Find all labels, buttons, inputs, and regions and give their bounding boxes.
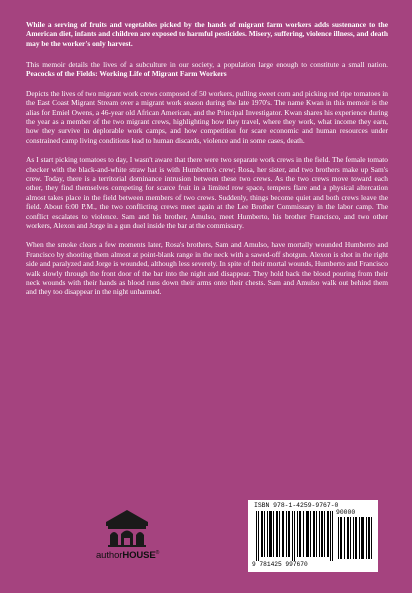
house-logo-icon	[100, 508, 154, 548]
tomatoes-paragraph: As I start picking tomatoes to day, I wasn't aware that there were two separate work crews in the field. The female tomato checker with the black-and-white straw hat is with Humberto's crew; Rosa, her sister, and two brothers make up Sam's crew. Today, there is a territorial dominance intrusion between these two crews. As the two crews move toward each other, they find themselves competing for scarce fruit in a limited row space, tempers flare and a physical altercation almost takes place in the field between members of two crews. Suddenly, things become quiet and both crews leave the field. About 6:00 P.M., the two conflicting crews meet again at the Lee Brother Commissary in the labor camp. The conflict escalates to violence. Sam and his brother, Amulso, meet Humberto, his brother Francisco, and two other workers, Alexon and Jorge in a gun duel inside the bar at the commissary.	[26, 155, 388, 230]
depicts-paragraph: Depicts the lives of two migrant work crews composed of 50 workers, pulling sweet corn and picking red ripe tomatoes in the East Coast Migrant Stream over a migrant work season during the late 1970's. The name Kwan in this memoir is the alias for Emiel Owens, a 46-year old African American, and the Principal Investigator. Kwan shares his experience during the year as a member of the two migrant crews, highlighting how they travel, where they work, what income they earn, how they survive in deplorable work camps, and how competition for scare economic and human resources under constrained camp living conditions lead to human discards, violence and in some cases, death.	[26, 88, 388, 145]
smoke-paragraph: When the smoke clears a few moments later, Rosa's brothers, Sam and Amulso, have mortally wounded Humberto and Francisco by shooting them almost at point-blank range in the neck with a sawed-off shotgun. Alexon is shot in the right side and paralyzed and Jorge is wounded, although less severely. In spite of their mortal wounds, Humberto and Francisco walk slowly through the front door of the bar into the night and disappear. They hold back the blood pouring from their neck wounds with their hands as blood runs down their arms onto their chests. Sam and Amulso walk out behind them and they too disappear in the night unharmed.	[26, 240, 388, 297]
price-code: 90000	[336, 509, 356, 516]
registered-mark: ®	[155, 550, 160, 556]
publisher-name	[96, 550, 159, 561]
publisher-name-part2: HOUSE	[122, 550, 156, 562]
back-cover-text	[26, 20, 388, 307]
memoir-text: This memoir details the lives of a subculture in our society, a population large enough to constitute a small nation.	[26, 59, 388, 69]
barcode-digits: 9 781425 997670	[252, 561, 308, 568]
barcode-icon	[256, 511, 334, 561]
memoir-paragraph	[26, 60, 388, 79]
publisher-name-part1: author	[96, 550, 123, 562]
book-title: Peacocks of the Fields: Working Life of Migrant Farm Workers	[26, 69, 227, 79]
intro-paragraph: While a serving of fruits and vegetables picked by the hands of migrant farm workers adds sustenance to the American diet, infants and children are exposed to harmful pesticides. Misery, suffering, violence illness, and death may be the worker's only harvest.	[26, 20, 388, 48]
isbn-number: ISBN 978-1-4259-9767-0	[254, 502, 339, 509]
price-barcode-icon	[338, 517, 372, 559]
isbn-barcode	[248, 500, 378, 572]
publisher-logo	[96, 508, 158, 572]
